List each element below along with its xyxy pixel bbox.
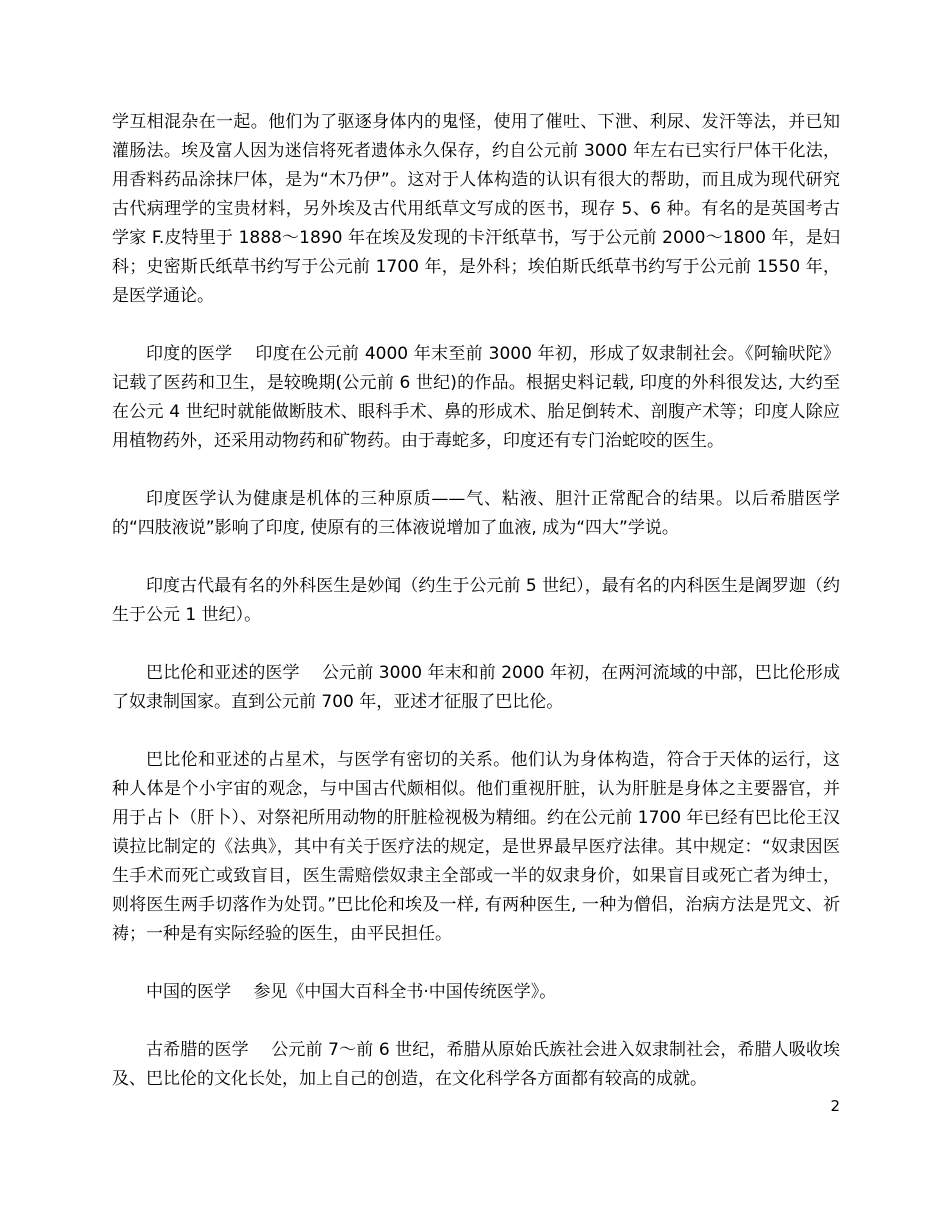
page-number: 2: [830, 1097, 840, 1115]
paragraph-india-medicine: 印度的医学 印度在公元前 4000 年末至前 3000 年初，形成了奴隶制社会。《阿输吠陀》记载了医药和卫生，是较晚期(公元前 6 世纪)的作品。根据史料记载, 印度的外科很发达, 大约至在公元 4 世纪时就能做断肢术、眼科手术、鼻的形成术、胎足倒转术、剖腹产术等；印度人除应用植物药外，还采用动物药和矿物药。由于毒蛇多，印度还有专门治蛇咬的医生。: [112, 344, 840, 451]
paragraph-ancient-greece: 古希腊的医学 公元前 7～前 6 世纪，希腊从原始氏族社会进入奴隶制社会，希腊人吸收埃及、巴比伦的文化长处，加上自己的创造，在文化科学各方面都有较高的成就。: [112, 1040, 840, 1089]
paragraph-china-medicine: 中国的医学 参见《中国大百科全书·中国传统医学》。: [146, 982, 557, 1002]
document-body: [112, 108, 840, 1123]
paragraph-babylon-astrology: 巴比伦和亚述的占星术，与医学有密切的关系。他们认为身体构造，符合于天体的运行，这种人体是个小宇宙的观念，与中国古代颇相似。他们重视肝脏，认为肝脏是身体之主要器官，并用于占卜（肝卜）、对祭祀所用动物的肝脏检视极为精细。约在公元前 1700 年已经有巴比伦王汉谟拉比制定的《法典》，其中有关于医疗法的规定，是世界最早医疗法律。其中规定：“奴隶因医生手术而死亡或致盲目，医生需赔偿奴隶主全部或一半的奴隶身价，如果盲目或死亡者为绅士，则将医生两手切落作为处罚。”巴比伦和埃及一样, 有两种医生, 一种为僧侣，治病方法是咒文、祈祷；一种是有实际经验的医生，由平民担任。: [112, 750, 840, 944]
paragraph-india-physicians: 印度古代最有名的外科医生是妙闻（约生于公元前 5 世纪），最有名的内科医生是阇罗迦（约生于公元 1 世纪）。: [112, 576, 840, 625]
paragraph-india-humors: 印度医学认为健康是机体的三种原质——气、粘液、胆汁正常配合的结果。以后希腊医学的“四肢液说”影响了印度, 使原有的三体液说增加了血液, 成为“四大”学说。: [112, 489, 840, 538]
paragraph-babylon-assyria: 巴比伦和亚述的医学 公元前 3000 年末和前 2000 年初，在两河流域的中部，巴比伦形成了奴隶制国家。直到公元前 700 年，亚述才征服了巴比伦。: [112, 663, 840, 712]
paragraph-egypt-continued: 学互相混杂在一起。他们为了驱逐身体内的鬼怪，使用了催吐、下泄、利尿、发汗等法，并已知灌肠法。埃及富人因为迷信将死者遗体永久保存，约自公元前 3000 年左右已实行尸体干化法，用香料药品涂抹尸体，是为“木乃伊”。这对于人体构造的认识有很大的帮助，而且成为现代研究古代病理学的宝贵材料，另外埃及古代用纸草文写成的医书，现存 5、6 种。有名的是英国考古学家 F.皮特里于 1888～1890 年在埃及发现的卡汗纸草书，写于公元前 2000～1800 年，是妇科；史密斯氏纸草书约写于公元前 1700 年，是外科；埃伯斯氏纸草书约写于公元前 1550 年，是医学通论。: [112, 112, 840, 306]
